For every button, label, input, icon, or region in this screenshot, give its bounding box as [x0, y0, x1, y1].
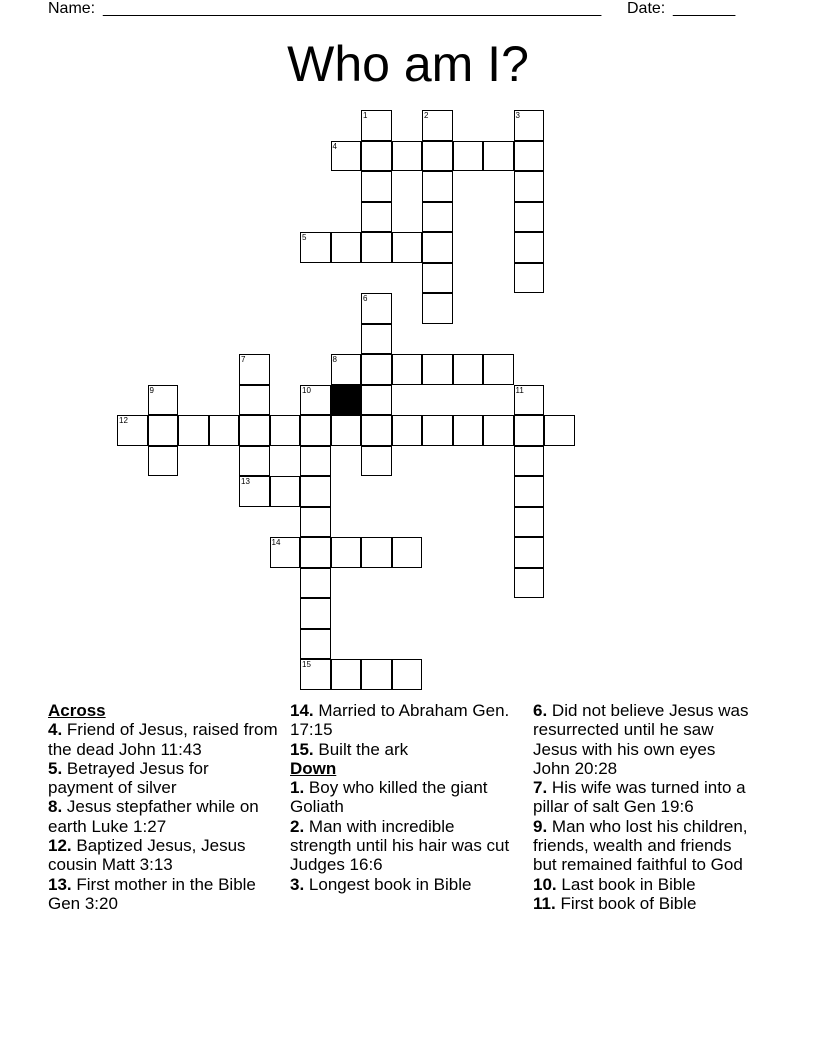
grid-clue-number: 7 — [241, 355, 246, 364]
grid-cell[interactable] — [514, 171, 545, 202]
grid-black-cell — [331, 385, 362, 416]
grid-cell[interactable] — [514, 110, 545, 141]
grid-cell[interactable] — [270, 537, 301, 568]
grid-cell[interactable] — [300, 537, 331, 568]
grid-cell[interactable] — [422, 232, 453, 263]
grid-cell[interactable] — [392, 659, 423, 690]
grid-cell[interactable] — [300, 415, 331, 446]
grid-cell[interactable] — [361, 659, 392, 690]
grid-cell[interactable] — [514, 446, 545, 477]
down-heading: Down — [290, 758, 337, 778]
grid-cell[interactable] — [483, 354, 514, 385]
clue-across-12: 12. Baptized Jesus, Jesus cousin Matt 3:13 — [48, 836, 246, 875]
clue-down-11: 11. First book of Bible — [533, 893, 697, 913]
grid-cell[interactable] — [331, 141, 362, 172]
clue-down-3: 3. Longest book in Bible — [290, 874, 472, 894]
clue-down-7: 7. His wife was turned into a pillar of salt Gen 19:6 — [533, 778, 746, 817]
grid-cell[interactable] — [422, 110, 453, 141]
grid-clue-number: 14 — [271, 538, 281, 547]
grid-cell[interactable] — [361, 415, 392, 446]
grid-cell[interactable] — [209, 415, 240, 446]
grid-cell[interactable] — [361, 202, 392, 233]
grid-cell[interactable] — [483, 415, 514, 446]
clue-across-14: 14. Married to Abraham Gen. 17:15 — [290, 701, 510, 740]
grid-cell[interactable] — [422, 293, 453, 324]
grid-cell[interactable] — [392, 537, 423, 568]
grid-clue-number: 9 — [149, 385, 154, 395]
grid-clue-number: 8 — [332, 355, 337, 364]
grid-cell[interactable] — [514, 415, 545, 446]
grid-cell[interactable] — [300, 568, 331, 599]
grid-cell[interactable] — [361, 385, 392, 416]
grid-cell[interactable] — [514, 507, 545, 538]
grid-cell[interactable] — [117, 415, 148, 446]
grid-cell[interactable] — [514, 263, 545, 294]
date-label: Date: — [627, 0, 666, 17]
grid-cell[interactable] — [361, 324, 392, 355]
grid-cell[interactable] — [148, 385, 179, 416]
grid-cell[interactable] — [361, 537, 392, 568]
grid-cell[interactable] — [514, 202, 545, 233]
clue-down-6: 6. Did not believe Jesus was resurrected until he saw Jesus with his own eyes John 20:28 — [533, 701, 749, 778]
grid-cell[interactable] — [422, 171, 453, 202]
grid-cell[interactable] — [514, 476, 545, 507]
grid-cell[interactable] — [270, 476, 301, 507]
grid-cell[interactable] — [392, 354, 423, 385]
grid-cell[interactable] — [392, 232, 423, 263]
clue-down-10: 10. Last book in Bible — [533, 874, 696, 894]
grid-clue-number: 1 — [363, 111, 368, 120]
grid-cell[interactable] — [422, 141, 453, 172]
date-line[interactable]: _______ — [673, 0, 736, 17]
grid-cell[interactable] — [453, 415, 484, 446]
clue-down-1: 1. Boy who killed the giant Goliath — [290, 778, 488, 817]
grid-cell[interactable] — [392, 415, 423, 446]
grid-clue-number: 4 — [332, 141, 337, 151]
grid-cell[interactable] — [422, 415, 453, 446]
grid-cell[interactable] — [239, 415, 270, 446]
grid-cell[interactable] — [148, 446, 179, 477]
grid-cell[interactable] — [361, 110, 392, 141]
grid-cell[interactable] — [361, 171, 392, 202]
grid-cell[interactable] — [300, 659, 331, 690]
grid-clue-number: 15 — [302, 660, 311, 669]
grid-cell[interactable] — [453, 141, 484, 172]
grid-cell[interactable] — [300, 598, 331, 629]
grid-cell[interactable] — [331, 415, 362, 446]
name-label: Name: — [48, 0, 96, 17]
clues-column-1 — [48, 701, 278, 913]
grid-cell[interactable] — [392, 141, 423, 172]
grid-cell[interactable] — [514, 537, 545, 568]
grid-cell[interactable] — [270, 415, 301, 446]
grid-cell[interactable] — [239, 446, 270, 477]
grid-cell[interactable] — [483, 141, 514, 172]
grid-cell[interactable] — [422, 202, 453, 233]
grid-clue-number: 6 — [363, 294, 368, 303]
clue-across-4: 4. Friend of Jesus, raised from the dead John 11:43 — [48, 720, 278, 759]
grid-cell[interactable] — [331, 659, 362, 690]
grid-cell[interactable] — [514, 232, 545, 263]
clue-across-15: 15. Built the ark — [290, 739, 409, 759]
grid-clue-number: 10 — [302, 385, 311, 395]
grid-cell[interactable] — [300, 476, 331, 507]
clues-column-3 — [533, 701, 755, 913]
name-line[interactable]: ________________________________________________________ — [103, 0, 602, 17]
grid-cell[interactable] — [453, 354, 484, 385]
grid-cell[interactable] — [361, 141, 392, 172]
grid-clue-number: 3 — [515, 111, 520, 120]
grid-clue-number: 11 — [515, 385, 524, 395]
clue-across-8: 8. Jesus stepfather while on earth Luke 1:27 — [48, 797, 259, 836]
clue-down-9: 9. Man who lost his children, friends, wealth and friends but remained faithful to God — [533, 816, 748, 875]
grid-clue-number: 12 — [119, 416, 128, 425]
grid-cell[interactable] — [239, 476, 270, 507]
grid-cell[interactable] — [239, 354, 270, 385]
grid-cell[interactable] — [361, 354, 392, 385]
grid-cell[interactable] — [422, 263, 453, 294]
clue-across-13: 13. First mother in the Bible Gen 3:20 — [48, 874, 256, 913]
grid-cell[interactable] — [331, 354, 362, 385]
grid-cell[interactable] — [300, 629, 331, 660]
clue-across-5: 5. Betrayed Jesus for payment of silver — [48, 758, 209, 798]
grid-clue-number: 5 — [302, 233, 307, 242]
grid-cell[interactable] — [361, 446, 392, 477]
grid-cell[interactable] — [178, 415, 209, 446]
grid-cell[interactable] — [544, 415, 575, 446]
grid-cell[interactable] — [422, 354, 453, 385]
grid-cell[interactable] — [300, 446, 331, 477]
grid-cell[interactable] — [361, 232, 392, 263]
grid-clue-number: 2 — [424, 111, 429, 120]
grid-cell[interactable] — [300, 507, 331, 538]
grid-cell[interactable] — [331, 537, 362, 568]
grid-cell[interactable] — [331, 232, 362, 263]
grid-cell[interactable] — [361, 293, 392, 324]
page-title: Who am I? — [287, 36, 529, 92]
clues-column-2 — [290, 701, 516, 894]
grid-cell[interactable] — [148, 415, 179, 446]
clue-down-2: 2. Man with incredible strength until his hair was cut Judges 16:6 — [290, 816, 510, 875]
grid-clue-number: 13 — [241, 477, 250, 486]
grid-cell[interactable] — [239, 385, 270, 416]
grid-cell[interactable] — [514, 385, 545, 416]
grid-cell[interactable] — [300, 385, 331, 416]
across-heading: Across — [48, 701, 106, 720]
grid-cell[interactable] — [514, 568, 545, 599]
grid-cell[interactable] — [300, 232, 331, 263]
grid-cell[interactable] — [514, 141, 545, 172]
